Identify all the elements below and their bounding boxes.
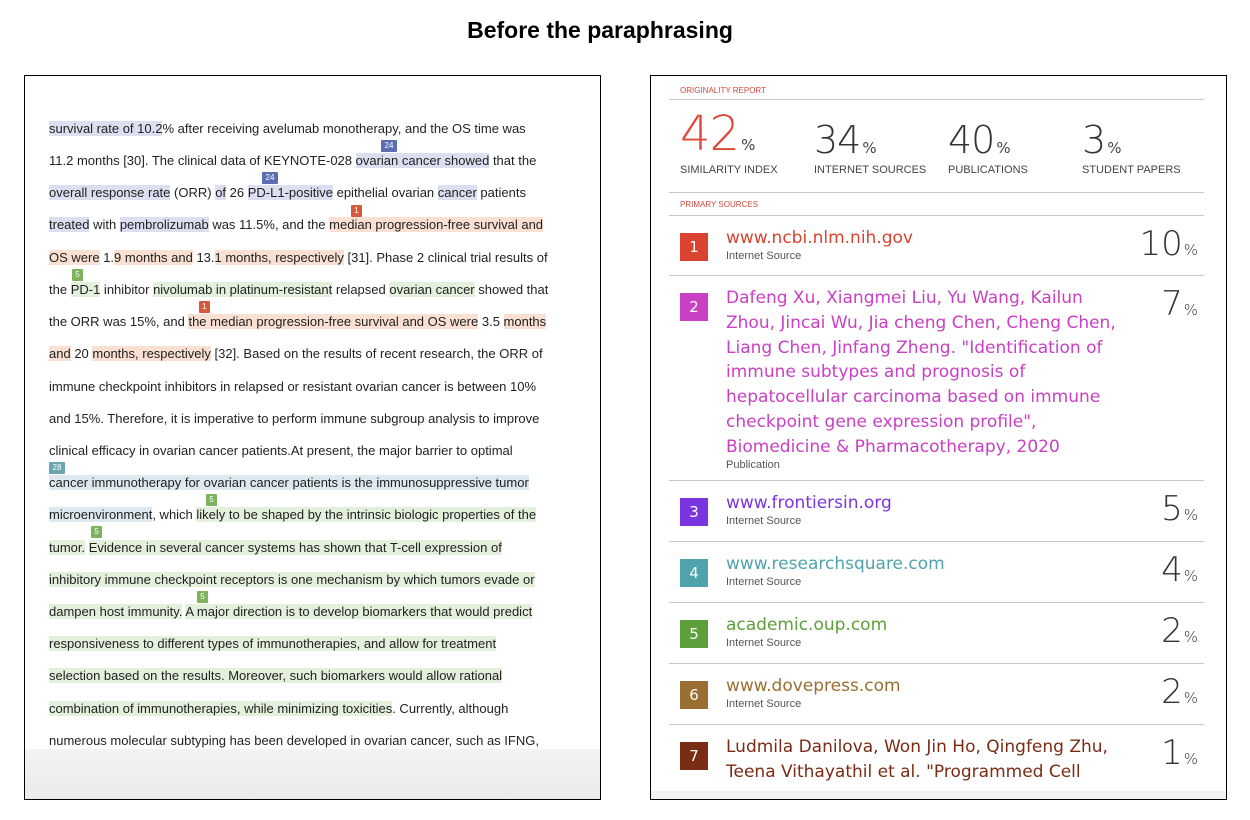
document-line (49, 507, 536, 522)
source-percentage-value: 2 (1161, 611, 1183, 651)
source-percentage-unit: % (1183, 567, 1198, 585)
divider (669, 99, 1204, 100)
source-row-4[interactable] (669, 542, 1204, 603)
text-segment: was 11.5%, and the (208, 217, 330, 232)
text-segment: [31]. Phase 2 clinical trial results of (343, 250, 548, 265)
source-percentage (1161, 489, 1198, 529)
source-title[interactable]: Dafeng Xu, Xiangmei Liu, Yu Wang, Kailun Zhou, Jincai Wu, Jia cheng Chen, Cheng Chen, Liang Chen, Jinfang Zheng. "Identification of immune subtypes and prognosis of hepatocellular carcinoma based on immune checkpoint gene expression profile", Biomedicine & Pharmacotherapy, 2020 (726, 288, 1116, 457)
document-line (49, 668, 502, 683)
stat-unit: % (741, 136, 756, 154)
document-line (49, 121, 526, 136)
source-percentage-unit: % (1183, 506, 1198, 524)
source-percentage-value: 4 (1161, 550, 1183, 590)
text-segment: with (89, 217, 120, 232)
document-line (49, 701, 508, 716)
source-title[interactable]: www.researchsquare.com (726, 554, 945, 574)
source-number-badge: 3 (680, 498, 708, 526)
highlighted-text: ovarian cancer (389, 282, 475, 297)
highlighted-text: tumor. (49, 540, 86, 555)
document-line (49, 153, 536, 168)
source-match-marker[interactable]: 5 (206, 494, 217, 506)
source-number-badge: 7 (680, 742, 708, 770)
stat-value: 42 (680, 106, 740, 162)
text-segment: % after receiving avelumab monotherapy, and the OS time was (162, 121, 526, 136)
text-segment: that the (489, 153, 537, 168)
document-line (49, 379, 536, 394)
source-type: Internet Source (726, 637, 802, 649)
source-number-badge: 6 (680, 681, 708, 709)
source-type: Internet Source (726, 698, 802, 710)
source-match-marker[interactable]: 5 (91, 526, 102, 538)
highlighted-text: Evidence in several cancer systems has shown that T-cell expression of (88, 540, 502, 555)
source-type: Internet Source (726, 576, 802, 588)
source-type: Internet Source (726, 250, 802, 262)
source-percentage-value: 10 (1139, 224, 1183, 264)
source-percentage (1161, 611, 1198, 651)
primary-sources-label: PRIMARY SOURCES (680, 200, 758, 209)
document-fade (25, 749, 601, 799)
source-percentage-unit: % (1183, 301, 1198, 319)
document-line (49, 217, 543, 232)
source-number-badge: 1 (680, 233, 708, 261)
source-percentage-unit: % (1183, 628, 1198, 646)
source-match-marker[interactable]: 1 (351, 205, 362, 217)
highlighted-text: of (215, 185, 227, 200)
document-line (49, 411, 539, 426)
source-percentage (1161, 284, 1198, 324)
source-row-6[interactable] (669, 664, 1204, 725)
source-percentage-value: 7 (1161, 284, 1183, 324)
source-percentage-unit: % (1183, 750, 1198, 768)
highlighted-text: cancer immunotherapy for ovarian cancer patients is the immunosuppressive tumor (49, 475, 529, 490)
text-segment: patients (476, 185, 526, 200)
document-line (49, 250, 548, 265)
highlighted-text: 1 months, respectively (214, 250, 344, 265)
source-title[interactable]: www.ncbi.nlm.nih.gov (726, 228, 913, 248)
source-percentage-unit: % (1183, 689, 1198, 707)
divider (669, 192, 1204, 193)
source-percentage (1161, 550, 1198, 590)
highlighted-text: selection based on the results. Moreover, such biomarkers would allow rational (49, 668, 503, 683)
highlighted-text: cancer (437, 185, 477, 200)
originality-report-label: ORIGINALITY REPORT (680, 86, 766, 95)
stat-publications (948, 118, 1028, 176)
text-segment: the ORR was 15%, and (49, 314, 189, 329)
stat-unit: % (996, 139, 1011, 157)
source-percentage-value: 5 (1161, 489, 1183, 529)
text-segment: 3.5 (478, 314, 504, 329)
document-line (49, 346, 543, 361)
originality-report-panel (650, 75, 1227, 800)
highlighted-text: months (503, 314, 547, 329)
source-number-badge: 5 (680, 620, 708, 648)
highlighted-text: treated (49, 217, 90, 232)
stat-label: STUDENT PAPERS (1082, 164, 1181, 176)
source-row-7[interactable] (669, 725, 1204, 795)
source-title[interactable]: www.dovepress.com (726, 676, 901, 696)
source-number-badge: 2 (680, 293, 708, 321)
stat-value: 3 (1082, 118, 1106, 162)
stat-value: 40 (948, 118, 995, 162)
text-segment: immune checkpoint inhibitors in relapsed or resistant ovarian cancer is between 10% (49, 379, 537, 394)
page-title: Before the paraphrasing (467, 17, 733, 43)
highlighted-text: 9 months and (114, 250, 193, 265)
source-type: Internet Source (726, 515, 802, 527)
document-line (49, 314, 546, 329)
text-segment: clinical efficacy in ovarian cancer patients.At present, the major barrier to optimal (49, 443, 513, 458)
text-segment: 11.2 months [30]. The clinical data of KEYNOTE-028 (49, 153, 356, 168)
highlighted-text: the median progression-free survival and OS were (188, 314, 479, 329)
highlighted-text: dampen host immunity. (49, 604, 183, 619)
highlighted-text: pembrolizumab (119, 217, 209, 232)
highlighted-text: median progression-free survival and (329, 217, 544, 232)
highlighted-text: ovarian cancer showed (355, 153, 490, 168)
highlighted-text: nivolumab in platinum-resistant (153, 282, 333, 297)
stat-label: INTERNET SOURCES (814, 164, 927, 176)
source-match-marker[interactable]: 28 (49, 462, 65, 474)
highlighted-text: OS were (49, 250, 100, 265)
highlighted-text: overall response rate (49, 185, 171, 200)
text-segment: numerous molecular subtyping has been developed in ovarian cancer, such as IFNG, (49, 733, 539, 748)
source-match-marker[interactable]: 5 (72, 269, 83, 281)
source-percentage-value: 1 (1161, 733, 1183, 773)
document-body (25, 76, 601, 756)
source-row-3[interactable] (669, 481, 1204, 542)
stat-unit: % (1107, 139, 1122, 157)
text-segment: 13. (192, 250, 215, 265)
text-segment: and 15%. Therefore, it is imperative to perform immune subgroup analysis to improve (49, 411, 540, 426)
source-percentage (1139, 224, 1198, 264)
document-line (49, 540, 502, 555)
document-line (49, 443, 513, 458)
text-segment: inhibitor (100, 282, 154, 297)
source-match-marker[interactable]: 24 (262, 172, 278, 184)
text-segment: , which (152, 507, 197, 522)
text-segment: (ORR) (170, 185, 216, 200)
source-match-marker[interactable]: 1 (199, 301, 210, 313)
text-segment: epithelial ovarian (332, 185, 438, 200)
source-title[interactable]: www.frontiersin.org (726, 493, 892, 513)
highlighted-text: months, respectively (92, 346, 211, 361)
source-percentage-unit: % (1183, 241, 1198, 259)
source-percentage-value: 2 (1161, 672, 1183, 712)
highlighted-text: inhibitory immune checkpoint receptors is one mechanism by which tumors evade or (49, 572, 535, 587)
highlighted-text: likely to be shaped by the intrinsic biologic properties of the (196, 507, 537, 522)
document-line (49, 282, 548, 297)
text-segment: relapsed (332, 282, 390, 297)
highlighted-text: survival rate of 10.2 (49, 121, 163, 136)
document-line (49, 475, 529, 490)
stat-label: PUBLICATIONS (948, 164, 1028, 176)
highlighted-text: microenvironment (49, 507, 153, 522)
highlighted-text: and (49, 346, 71, 361)
source-title[interactable]: academic.oup.com (726, 615, 888, 635)
document-line (49, 636, 496, 651)
source-row-5[interactable] (669, 603, 1204, 664)
source-match-marker[interactable]: 5 (197, 591, 208, 603)
source-match-marker[interactable]: 24 (381, 140, 397, 152)
stat-student-papers (1082, 118, 1181, 176)
text-segment: the (49, 282, 71, 297)
source-row-1[interactable] (669, 216, 1204, 276)
highlighted-text: combination of immunotherapies, while minimizing toxicities (49, 701, 393, 716)
document-line (49, 185, 526, 200)
highlighted-text: PD-L1-positive (247, 185, 333, 200)
source-number-badge: 4 (680, 559, 708, 587)
highlighted-text: responsiveness to different types of immunotherapies, and allow for treatment (49, 636, 497, 651)
report-fade (651, 791, 1227, 799)
source-percentage (1161, 733, 1198, 773)
document-line (49, 604, 532, 619)
source-row-2[interactable] (669, 276, 1204, 481)
text-segment: . Currently, although (392, 701, 509, 716)
source-title[interactable]: Ludmila Danilova, Won Jin Ho, Qingfeng Zhu, Teena Vithayathil et al. "Programmed Cell (726, 737, 1108, 782)
text-segment: [32]. Based on the results of recent research, the ORR of (210, 346, 543, 361)
text-segment: 1. (99, 250, 115, 265)
stat-unit: % (862, 139, 877, 157)
document-line (49, 572, 535, 587)
highlighted-text: PD-1 (70, 282, 101, 297)
document-line (49, 733, 539, 748)
stat-similarity-index (680, 106, 778, 176)
text-segment: showed that (474, 282, 549, 297)
text-segment: 20 (70, 346, 93, 361)
stat-label: SIMILARITY INDEX (680, 164, 778, 176)
source-type: Publication (726, 459, 780, 471)
text-segment: 26 (226, 185, 248, 200)
stat-value: 34 (814, 118, 861, 162)
highlighted-text: A major direction is to develop biomarkers that would predict (185, 604, 533, 619)
document-panel (24, 75, 601, 800)
stat-internet-sources (814, 118, 926, 176)
source-percentage (1161, 672, 1198, 712)
